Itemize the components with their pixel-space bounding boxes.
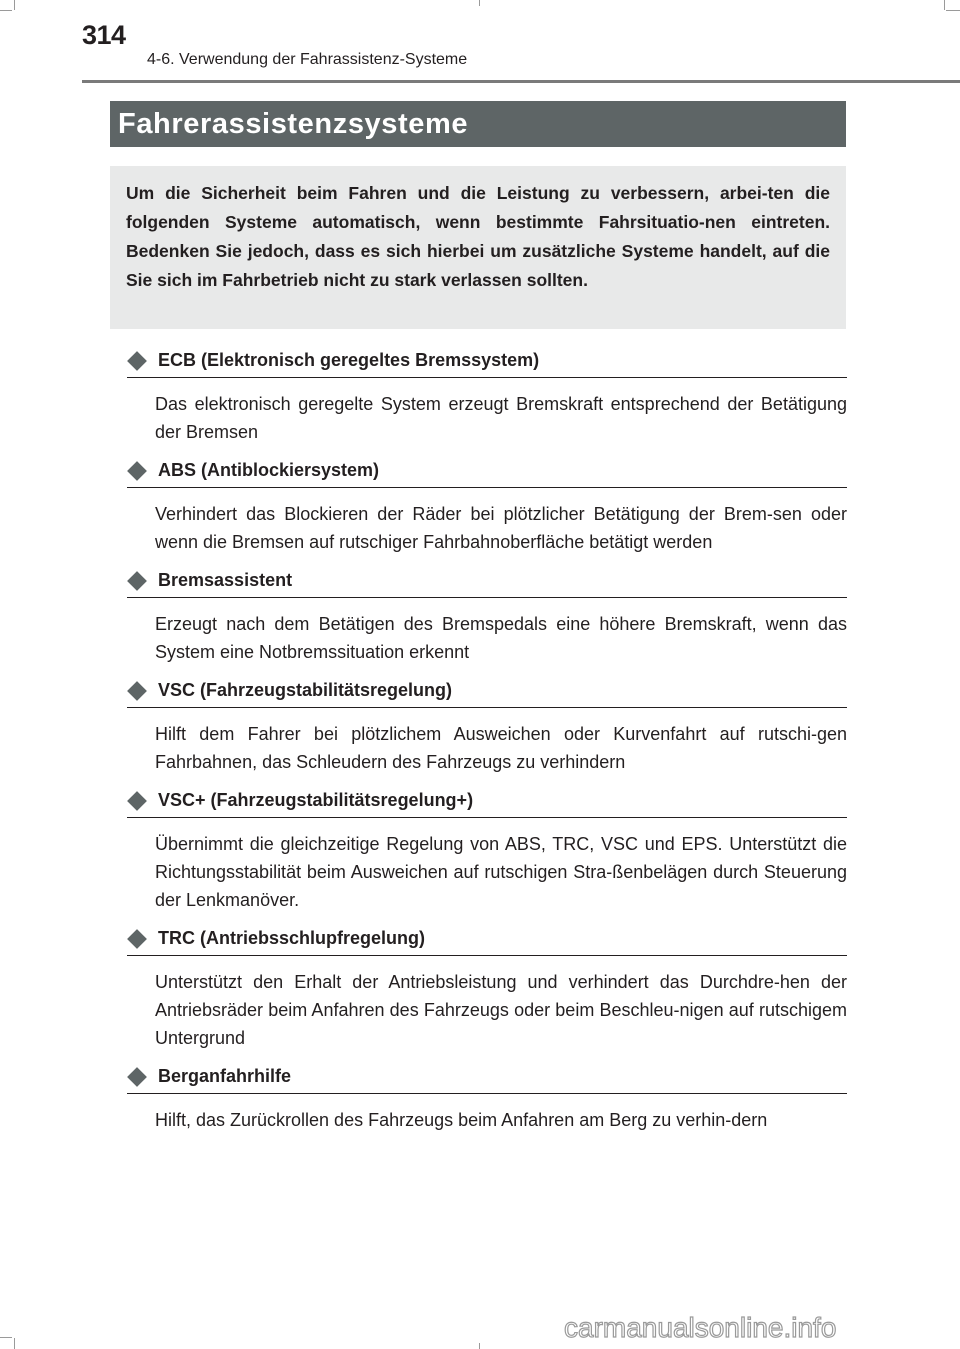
section-title: Fahrerassistenzsysteme: [110, 101, 846, 147]
diamond-bullet-icon: [127, 681, 147, 701]
item-description: Erzeugt nach dem Betätigen des Bremspedals eine höhere Bremskraft, wenn das System eine Notbremssituation erkennt: [155, 614, 847, 662]
list-item: [127, 674, 847, 776]
item-heading: [127, 344, 847, 378]
item-title: Berganfahrhilfe: [158, 1066, 292, 1086]
intro-text: Um die Sicherheit beim Fahren und die Leistung zu verbessern, arbei-ten die folgenden Systeme automatisch, wenn bestimmte Fahrsituatio-nen eintreten. Bedenken Sie jedoch, dass es sich hierbei um zusätzliche Systeme handelt, auf die Sie sich im Fahrbetrieb nicht zu stark verlassen sollten.: [126, 183, 830, 290]
list-item: [127, 922, 847, 1052]
item-description: Hilft, das Zurückrollen des Fahrzeugs beim Anfahren am Berg zu verhin-dern: [155, 1110, 768, 1130]
header-rule: [82, 80, 960, 83]
watermark-text: carmanualsonline.info: [564, 1312, 837, 1343]
crop-mark: [944, 0, 945, 10]
item-heading: [127, 1060, 847, 1094]
item-description: Übernimmt die gleichzeitige Regelung von ABS, TRC, VSC und EPS. Unterstützt die Richtungsstabilität beim Ausweichen auf rutschigen Stra-ßenbelägen durch Steuerung der Lenkmanöver.: [155, 834, 847, 910]
item-title: ECB (Elektronisch geregeltes Bremssystem): [158, 350, 540, 370]
item-title: ABS (Antiblockiersystem): [158, 460, 380, 480]
item-title: Bremsassistent: [158, 570, 293, 590]
diamond-bullet-icon: [127, 791, 147, 811]
intro-box: [110, 166, 846, 329]
crop-mark: [14, 0, 15, 10]
list-item: [127, 454, 847, 556]
page-number: 314: [82, 20, 126, 50]
crop-mark: [946, 10, 960, 11]
crop-mark: [479, 1343, 480, 1349]
list-item: [127, 344, 847, 446]
crop-mark: [0, 10, 12, 11]
item-description: Hilft dem Fahrer bei plötzlichem Ausweichen oder Kurvenfahrt auf rutschi-gen Fahrbahnen, das Schleudern des Fahrzeugs zu verhindern: [155, 724, 847, 772]
item-description: Das elektronisch geregelte System erzeugt Bremskraft entsprechend der Betätigung der Bremsen: [155, 394, 847, 442]
item-heading: [127, 784, 847, 818]
watermark-logo: [560, 1310, 940, 1344]
running-header: 4-6. Verwendung der Fahrassistenz-Systeme: [147, 51, 468, 68]
list-item: [127, 784, 847, 914]
item-title: TRC (Antriebsschlupfregelung): [158, 928, 426, 948]
diamond-bullet-icon: [127, 461, 147, 481]
list-item: [127, 564, 847, 666]
item-heading: [127, 674, 847, 708]
item-title: VSC+ (Fahrzeugstabilitätsregelung+): [158, 790, 474, 810]
item-description: Unterstützt den Erhalt der Antriebsleistung und verhindert das Durchdre-hen der Antriebsräder beim Anfahren des Fahrzeugs oder beim Beschleu-nigen auf rutschigem Untergrund: [155, 972, 847, 1048]
diamond-bullet-icon: [127, 1067, 147, 1087]
item-heading: [127, 922, 847, 956]
crop-mark: [14, 1338, 15, 1349]
feature-list: [127, 344, 847, 1142]
diamond-bullet-icon: [127, 571, 147, 591]
item-title: VSC (Fahrzeugstabilitätsregelung): [158, 680, 453, 700]
crop-mark: [0, 1337, 12, 1338]
diamond-bullet-icon: [127, 351, 147, 371]
item-heading: [127, 454, 847, 488]
item-description: Verhindert das Blockieren der Räder bei plötzlicher Betätigung der Brem-sen oder wenn die Bremsen auf rutschiger Fahrbahnoberfläche betätigt werden: [155, 504, 847, 552]
diamond-bullet-icon: [127, 929, 147, 949]
crop-mark: [479, 0, 480, 6]
list-item: [127, 1060, 847, 1134]
item-heading: [127, 564, 847, 598]
